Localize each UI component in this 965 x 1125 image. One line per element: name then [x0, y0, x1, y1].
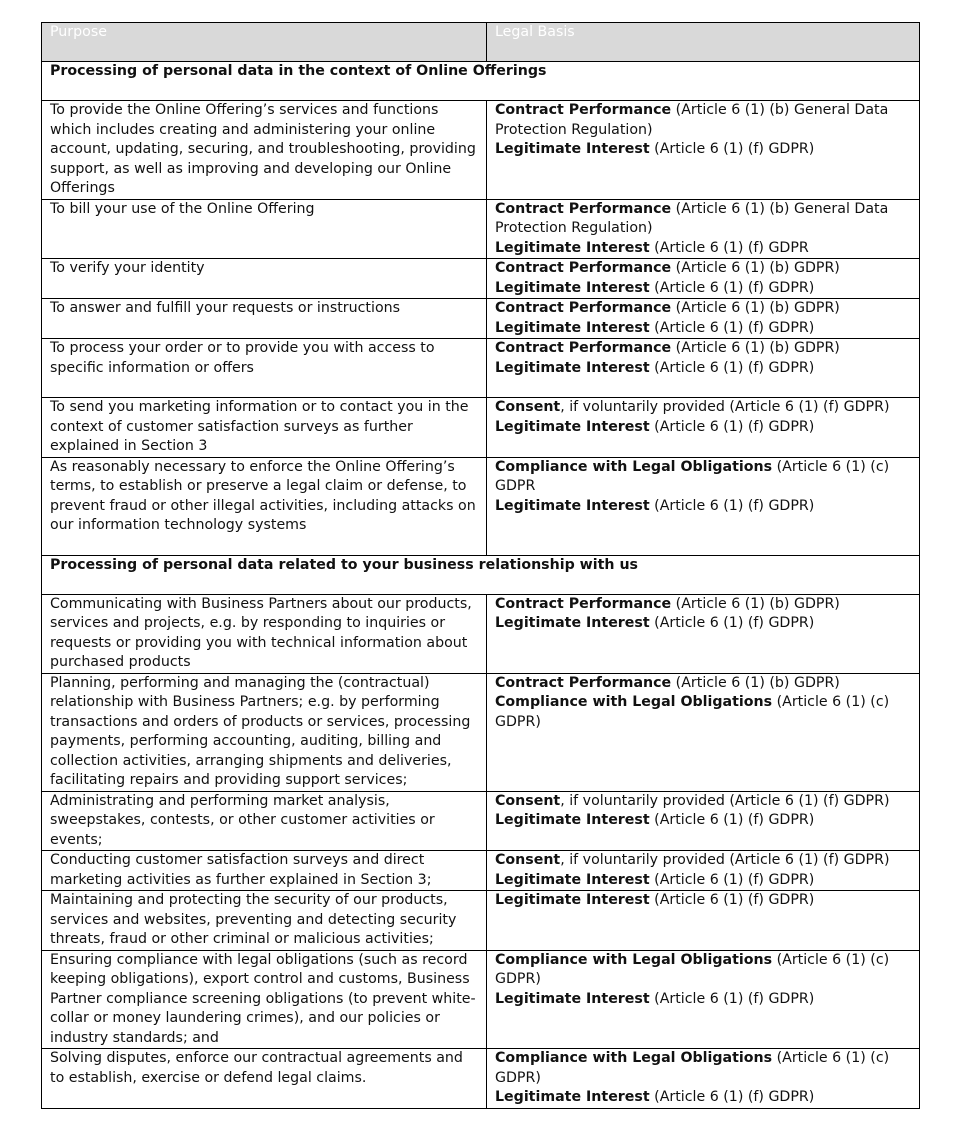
table-row: [42, 339, 920, 398]
legal-basis-reference: (Article 6 (1) (c) GDPR: [495, 458, 890, 494]
legal-basis-cell: [487, 199, 920, 259]
legal-basis-name: Legitimate Interest: [495, 871, 650, 888]
legal-basis-name: Legitimate Interest: [495, 141, 650, 157]
legal-basis-reference: (Article 6 (1) (f) GDPR): [649, 990, 815, 1007]
table-row: [42, 673, 920, 791]
legal-basis-table: [41, 22, 920, 1109]
table-row: [42, 101, 920, 200]
legal-basis-name: Legitimate Interest: [495, 359, 650, 376]
legal-basis-name: Contract Performance: [495, 200, 672, 217]
legal-basis-line: [495, 674, 911, 694]
purpose-cell: To answer and fulfill your requests or instructions: [42, 299, 487, 339]
section-title: Processing of personal data related to your business relationship with us: [42, 555, 920, 594]
purpose-cell: Maintaining and protecting the security of our products, services and websites, preventing and detecting security threats, fraud or other criminal or malicious activities;: [42, 891, 487, 951]
legal-basis-reference: (Article 6 (1) (b) GDPR): [671, 260, 840, 276]
table-row: [42, 891, 920, 951]
table-row: [42, 791, 920, 851]
legal-basis-reference: (Article 6 (1) (c) GDPR): [495, 1050, 890, 1086]
table-row: [42, 1049, 920, 1109]
legal-basis-name: Legitimate Interest: [495, 990, 650, 1007]
legal-basis-reference: (Article 6 (1) (b) GDPR): [671, 674, 840, 691]
legal-basis-cell: [487, 594, 920, 673]
legal-basis-reference: (Article 6 (1) (b) General Data Protection Regulation): [495, 200, 889, 236]
legal-basis-line: [495, 319, 911, 339]
legal-basis-line: [495, 497, 911, 517]
legal-basis-name: Legitimate Interest: [495, 418, 650, 435]
purpose-cell: To process your order or to provide you with access to specific information or offers: [42, 339, 487, 398]
legal-basis-cell: [487, 673, 920, 791]
legal-basis-cell: [487, 851, 920, 891]
legal-basis-reference: (Article 6 (1) (f) GDPR): [649, 497, 815, 514]
legal-basis-reference: (Article 6 (1) (f) GDPR): [649, 319, 815, 336]
legal-basis-line: [495, 279, 911, 299]
legal-basis-name: Compliance with Legal Obligations: [495, 951, 773, 968]
section-title: Processing of personal data in the context of Online Offerings: [42, 62, 920, 101]
legal-basis-reference: , if voluntarily provided (Article 6 (1) (f) GDPR): [560, 792, 890, 809]
legal-basis-line: [495, 339, 911, 359]
legal-basis-reference: (Article 6 (1) (b) GDPR): [671, 595, 840, 612]
legal-basis-name: Contract Performance: [495, 260, 672, 276]
legal-basis-line: [495, 693, 911, 732]
legal-basis-name: Compliance with Legal Obligations: [495, 694, 773, 710]
legal-basis-line: [495, 458, 911, 497]
legal-basis-name: Consent: [495, 792, 561, 809]
table-row: [42, 594, 920, 673]
legal-basis-reference: (Article 6 (1) (b) GDPR): [671, 300, 840, 316]
purpose-cell: To send you marketing information or to contact you in the context of customer satisfaction surveys as further explained in Section 3: [42, 398, 487, 458]
legal-basis-cell: [487, 791, 920, 851]
table-row: [42, 851, 920, 891]
legal-basis-reference: (Article 6 (1) (f) GDPR): [649, 1089, 815, 1105]
legal-basis-line: [495, 101, 911, 140]
legal-basis-name: Contract Performance: [495, 595, 672, 612]
legal-basis-line: [495, 951, 911, 990]
legal-basis-line: [495, 990, 911, 1010]
purpose-cell: Administrating and performing market analysis, sweepstakes, contests, or other customer activities or events;: [42, 791, 487, 851]
legal-basis-name: Contract Performance: [495, 340, 672, 356]
legal-basis-line: [495, 811, 911, 831]
legal-basis-name: Legitimate Interest: [495, 319, 650, 336]
legal-basis-line: [495, 595, 911, 615]
legal-basis-reference: (Article 6 (1) (f) GDPR): [649, 418, 815, 435]
legal-basis-line: [495, 299, 911, 319]
legal-basis-name: Legitimate Interest: [495, 497, 650, 514]
legal-basis-line: [495, 200, 911, 239]
legal-basis-cell: [487, 891, 920, 951]
table-row: [42, 299, 920, 339]
legal-basis-line: [495, 259, 911, 279]
legal-basis-reference: (Article 6 (1) (c) GDPR): [495, 951, 890, 987]
legal-basis-reference: (Article 6 (1) (b) GDPR): [671, 340, 840, 356]
legal-basis-reference: (Article 6 (1) (f) GDPR): [649, 892, 815, 908]
purpose-cell: Conducting customer satisfaction surveys and direct marketing activities as further explained in Section 3;: [42, 851, 487, 891]
legal-basis-line: [495, 891, 911, 911]
legal-basis-name: Consent: [495, 399, 561, 415]
purpose-cell: Communicating with Business Partners about our products, services and projects, e.g. by responding to inquiries or requests or providing you with technical information about purchased products: [42, 594, 487, 673]
legal-basis-name: Compliance with Legal Obligations: [495, 1050, 773, 1066]
legal-basis-reference: (Article 6 (1) (f) GDPR): [649, 359, 815, 376]
legal-basis-name: Legitimate Interest: [495, 1089, 650, 1105]
legal-basis-cell: [487, 101, 920, 200]
table-row: [42, 950, 920, 1049]
legal-basis-line: [495, 614, 911, 634]
legal-basis-name: Contract Performance: [495, 300, 672, 316]
legal-basis-name: Legitimate Interest: [495, 239, 650, 256]
legal-basis-name: Legitimate Interest: [495, 279, 650, 296]
purpose-cell: Solving disputes, enforce our contractual agreements and to establish, exercise or defend legal claims.: [42, 1049, 487, 1109]
header-purpose: Purpose: [42, 23, 487, 62]
legal-basis-cell: [487, 950, 920, 1049]
legal-basis-name: Contract Performance: [495, 674, 672, 691]
legal-basis-reference: (Article 6 (1) (f) GDPR): [649, 812, 815, 828]
purpose-cell: Planning, performing and managing the (contractual) relationship with Business Partners; e.g. by performing transactions and orders of products or services, processing payments, performing accounting, auditing, billing and collection activities, arranging shipments and deliveries, facilitating repairs and providing support services;: [42, 673, 487, 791]
legal-basis-reference: , if voluntarily provided (Article 6 (1) (f) GDPR): [560, 399, 890, 415]
legal-basis-line: [495, 359, 911, 379]
section-row: [42, 62, 920, 101]
header-legal-basis: Legal Basis: [487, 23, 920, 62]
legal-basis-name: Legitimate Interest: [495, 615, 650, 631]
legal-basis-line: [495, 1088, 911, 1108]
table-row: [42, 398, 920, 458]
legal-basis-name: Compliance with Legal Obligations: [495, 458, 773, 475]
legal-basis-reference: (Article 6 (1) (f) GDPR): [649, 279, 815, 296]
purpose-cell: To bill your use of the Online Offering: [42, 199, 487, 259]
legal-basis-line: [495, 871, 911, 891]
table-row: [42, 259, 920, 299]
purpose-cell: To verify your identity: [42, 259, 487, 299]
table-row: [42, 457, 920, 555]
table-header-row: [42, 23, 920, 62]
legal-basis-line: [495, 851, 911, 871]
legal-basis-name: Legitimate Interest: [495, 812, 650, 828]
legal-basis-cell: [487, 457, 920, 555]
legal-basis-line: [495, 398, 911, 418]
legal-basis-reference: (Article 6 (1) (f) GDPR): [649, 141, 815, 157]
legal-basis-name: Consent: [495, 852, 561, 868]
legal-basis-line: [495, 140, 911, 160]
purpose-cell: As reasonably necessary to enforce the Online Offering’s terms, to establish or preserve a legal claim or defense, to prevent fraud or other illegal activities, including attacks on our information technology systems: [42, 457, 487, 555]
legal-basis-line: [495, 1049, 911, 1088]
table-row: [42, 199, 920, 259]
legal-basis-name: Legitimate Interest: [495, 892, 650, 908]
legal-basis-reference: (Article 6 (1) (f) GDPR): [649, 615, 815, 631]
legal-basis-reference: (Article 6 (1) (f) GDPR: [649, 239, 809, 256]
legal-basis-reference: , if voluntarily provided (Article 6 (1) (f) GDPR): [560, 852, 890, 868]
legal-basis-cell: [487, 299, 920, 339]
legal-basis-reference: (Article 6 (1) (b) General Data Protection Regulation): [495, 102, 889, 138]
purpose-cell: To provide the Online Offering’s services and functions which includes creating and administering your online account, updating, securing, and troubleshooting, providing support, as well as improving and developing our Online Offerings: [42, 101, 487, 200]
legal-basis-line: [495, 239, 911, 259]
section-row: [42, 555, 920, 594]
legal-basis-cell: [487, 1049, 920, 1109]
legal-basis-reference: (Article 6 (1) (c) GDPR): [495, 694, 890, 730]
legal-basis-cell: [487, 398, 920, 458]
legal-basis-cell: [487, 259, 920, 299]
legal-basis-cell: [487, 339, 920, 398]
purpose-cell: Ensuring compliance with legal obligations (such as record keeping obligations), export control and customs, Business Partner compliance screening obligations (to prevent white-collar or money laundering crimes), and our policies or industry standards; and: [42, 950, 487, 1049]
legal-basis-reference: (Article 6 (1) (f) GDPR): [649, 871, 815, 888]
legal-basis-name: Contract Performance: [495, 102, 672, 118]
legal-basis-line: [495, 792, 911, 812]
legal-basis-line: [495, 418, 911, 438]
table-body: [42, 62, 920, 1109]
